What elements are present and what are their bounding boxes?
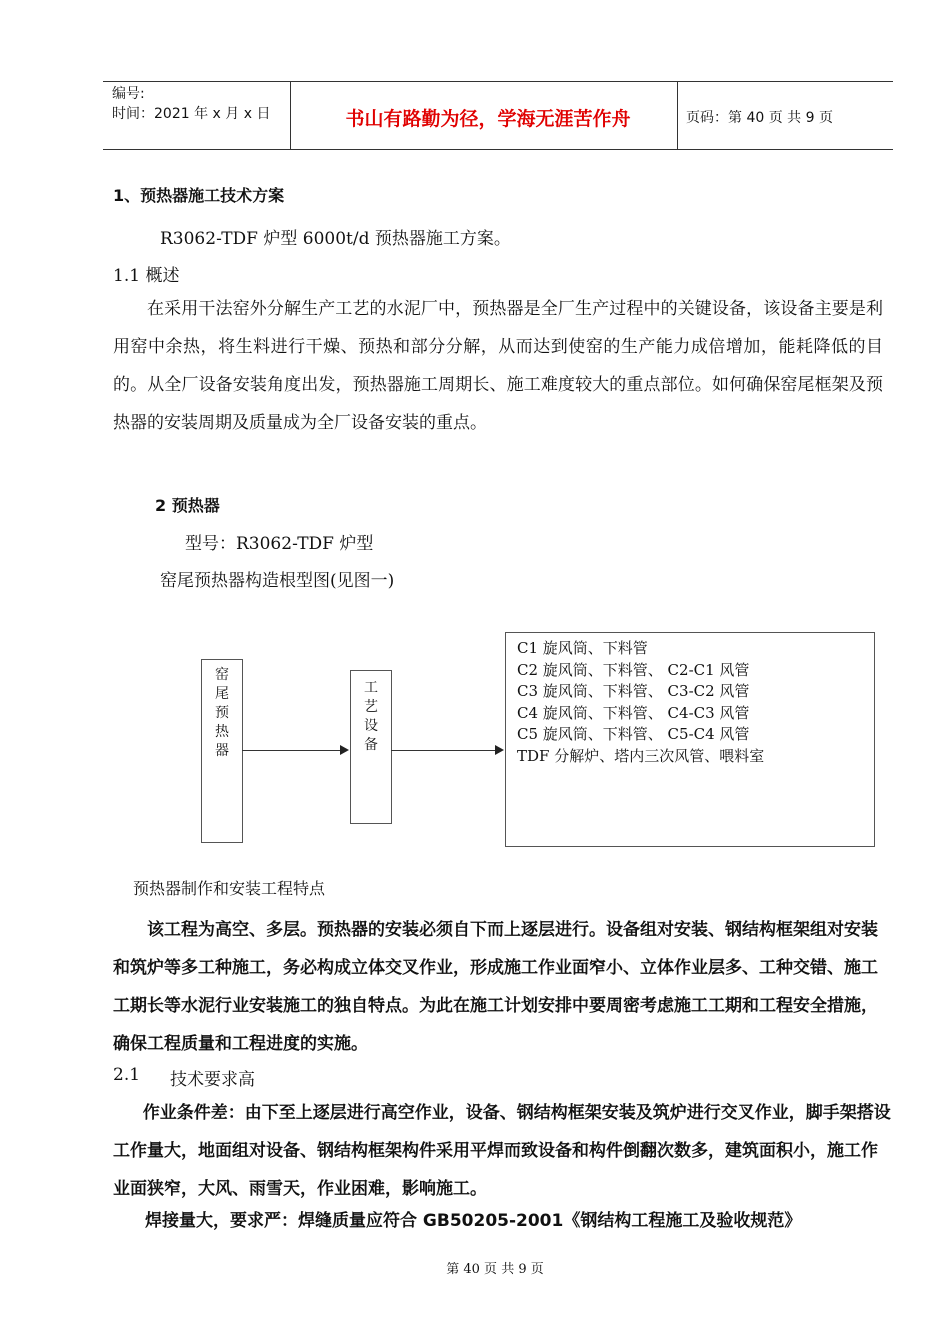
process-equipment-label — [361, 679, 381, 755]
kiln-tail-preheater-label — [212, 666, 232, 761]
header-top-rule — [103, 81, 893, 82]
header-divider-left — [290, 81, 291, 149]
box1-char: 热 — [215, 724, 229, 740]
plan-intro: R3062-TDF 炉型 6000t/d 预热器施工方案。 — [160, 229, 511, 249]
features-paragraph: 该工程为高空、多层。预热器的安装必须自下而上逐层进行。设备组对安装、钢结构框架组对安装和筑炉等多工种施工，务必构成立体交叉作业，形成施工作业面窄小、立体作业层多、工种交错、施工工期长等水泥行业安装施工的独自特点。为此在施工计划安排中要周密考虑施工工期和工程安全措施，确保工程质量和工程进度的实施。 — [113, 920, 878, 1054]
overview-paragraph: 在采用干法窑外分解生产工艺的水泥厂中，预热器是全厂生产过程中的关键设备，该设备主要是利用窑中余热，将生料进行干燥、预热和部分分解，从而达到使窑的生产能力成倍增加，能耗降低的目的。从全厂设备安装角度出发，预热器施工周期长、施工难度较大的重点部位。如何确保窑尾框架及预热器的安装周期及质量成为全厂设备安装的重点。 — [113, 299, 883, 433]
kiln-tail-preheater-box — [201, 659, 243, 843]
section1-title: 1、预热器施工技术方案 — [113, 186, 285, 205]
section2-title: 2 预热器 — [155, 496, 220, 515]
subsection-2-1-number: 2.1 — [113, 1065, 141, 1085]
box2-char: 艺 — [364, 699, 378, 715]
box1-char: 尾 — [215, 686, 229, 702]
component-item: C1 旋风筒、下料管 — [517, 639, 648, 657]
component-item: C4 旋风筒、下料管、 C4-C3 风管 — [517, 703, 750, 722]
page-footer: 第 40 页 共 9 页 — [446, 1262, 544, 1277]
component-item: TDF 分解炉、塔内三次风管、喂料室 — [517, 746, 765, 765]
components-list — [517, 638, 764, 767]
header-motto: 书山有路勤为径，学海无涯苦作舟 — [345, 108, 631, 130]
arrow-2-line — [391, 750, 497, 751]
header-page-info: 页码：第 40 页 共 9 页 — [686, 110, 833, 126]
component-item: C2 旋风筒、下料管、 C2-C1 风管 — [517, 660, 750, 679]
arrow-2-head — [495, 745, 504, 755]
header-meta — [112, 84, 270, 124]
welding-paragraph: 焊接量大，要求严：焊缝质量应符合 GB50205-2001《钢结构工程施工及验收规范》 — [145, 1211, 802, 1231]
arrow-1-line — [242, 750, 342, 751]
box2-char: 备 — [364, 737, 378, 753]
features-title: 预热器制作和安装工程特点 — [133, 879, 326, 898]
box1-char: 器 — [215, 743, 229, 759]
component-item: C3 旋风筒、下料管、 C3-C2 风管 — [517, 682, 750, 700]
arrow-1-head — [340, 745, 349, 755]
header-time-label: 时间：2021 年 x 月 x 日 — [112, 106, 271, 122]
subsection-2-1-title: 技术要求高 — [170, 1070, 255, 1090]
header-bottom-rule — [103, 149, 893, 150]
subsection-1-1-title: 1.1 概述 — [113, 266, 180, 286]
box1-char: 窑 — [215, 667, 229, 683]
process-equipment-box — [350, 670, 392, 824]
component-item: C5 旋风筒、下料管、 C5-C4 风管 — [517, 725, 750, 743]
model-line: 型号：R3062-TDF 炉型 — [185, 534, 374, 554]
header-number-label: 编号: — [112, 86, 145, 102]
box2-char: 工 — [364, 680, 378, 696]
conditions-paragraph: 作业条件差：由下至上逐层进行高空作业，设备、钢结构框架安装及筑炉进行交叉作业，脚手架搭设工作量大，地面组对设备、钢结构框架构件采用平焊而致设备和构件倒翻次数多，建筑面积小，施工作业面狭窄，大风、雨雪天，作业困难，影响施工。 — [113, 1103, 891, 1199]
box1-char: 预 — [215, 705, 229, 721]
box2-char: 设 — [364, 718, 378, 734]
diagram-caption: 窑尾预热器构造根型图(见图一) — [160, 571, 395, 591]
